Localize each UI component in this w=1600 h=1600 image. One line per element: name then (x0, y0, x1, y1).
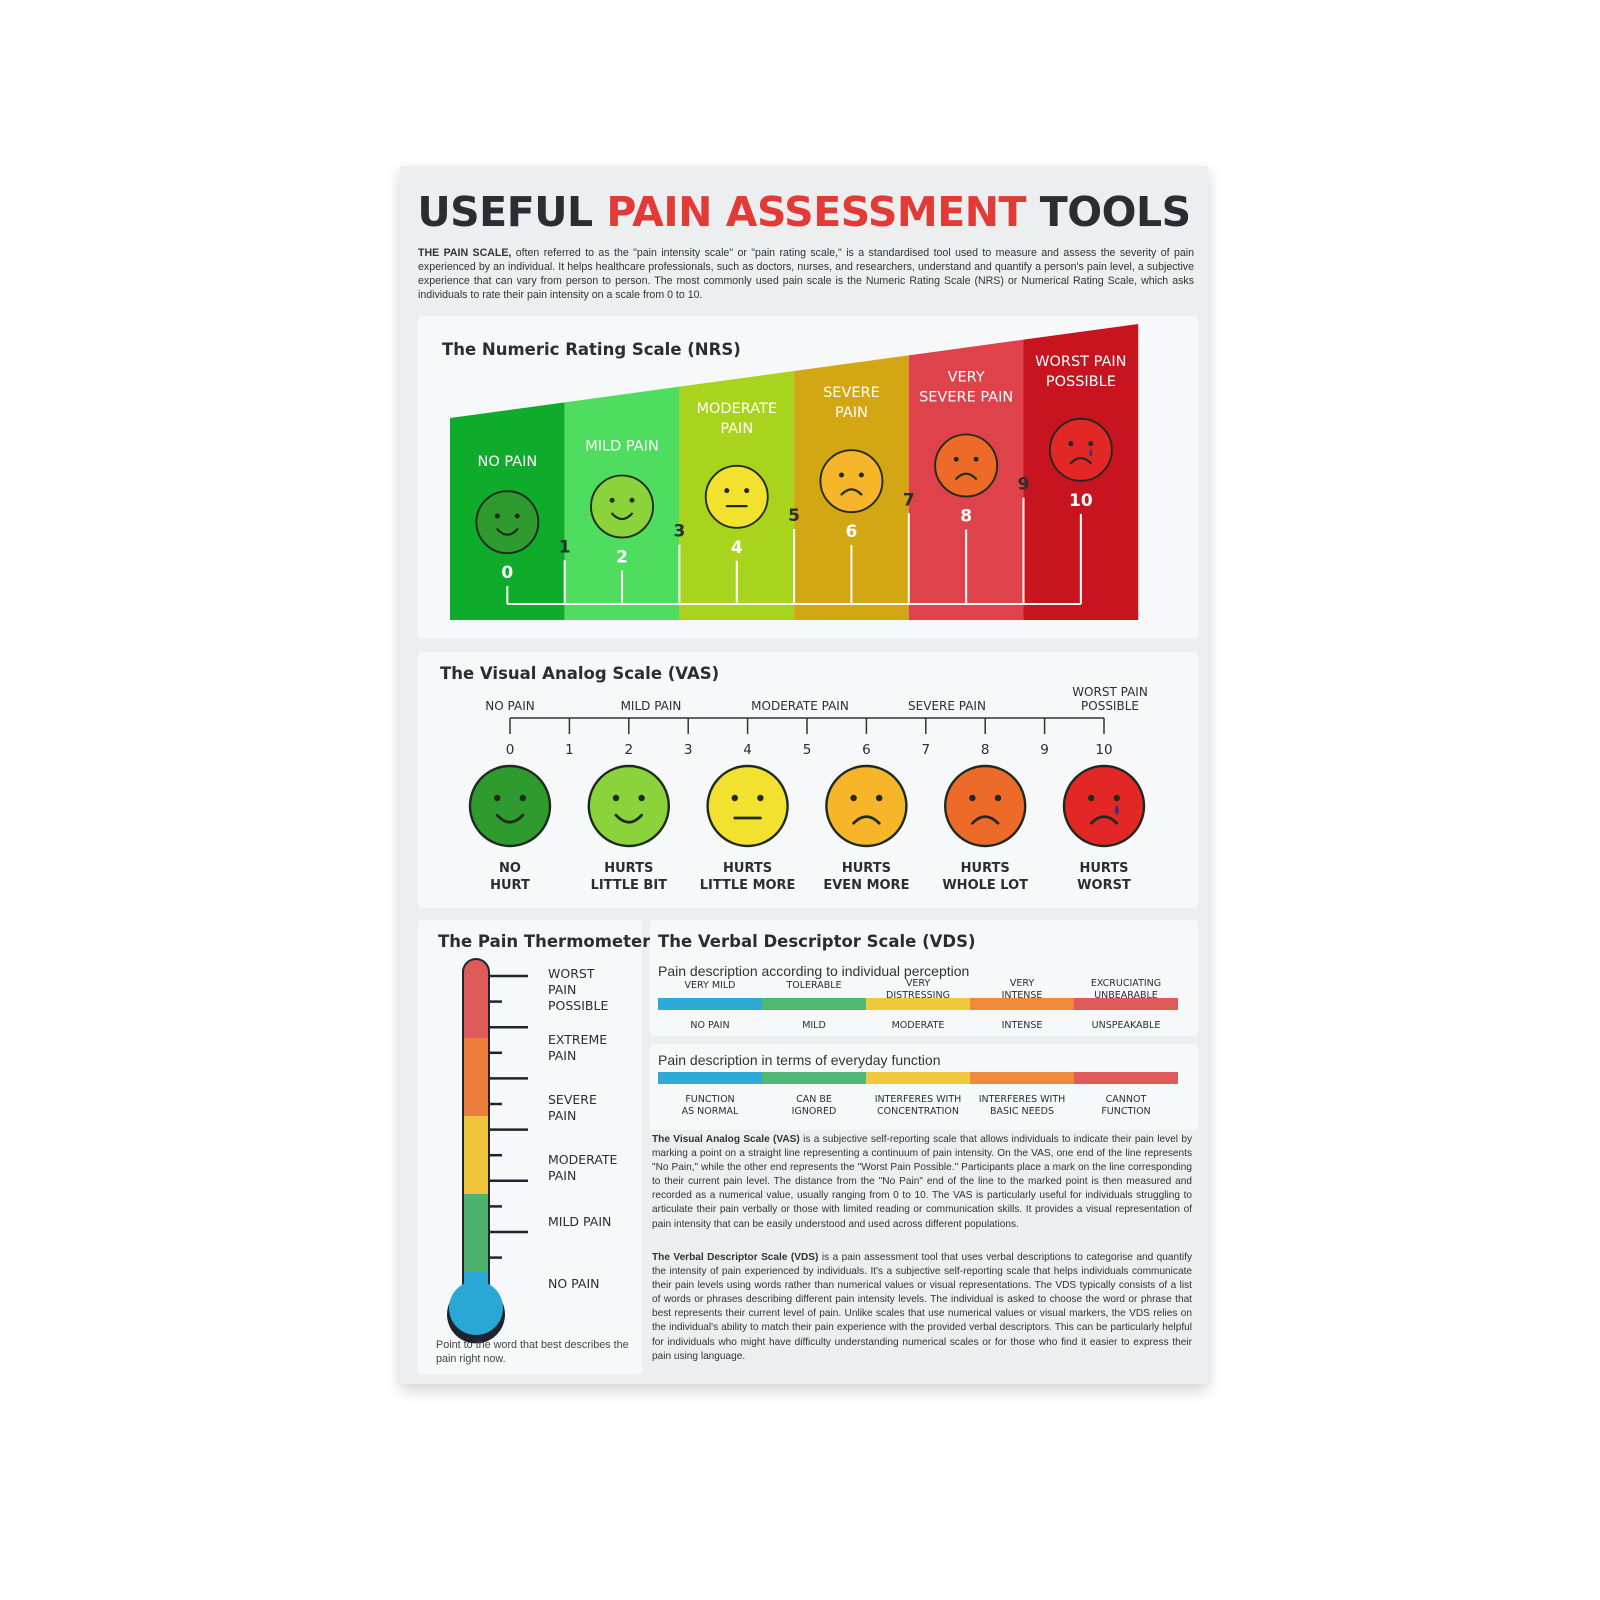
vds-perception-top-0-0: VERY MILD (684, 980, 736, 991)
face-eye-left (732, 795, 738, 801)
vds-bar-segment-2 (866, 1072, 970, 1084)
vas-tick-label-6: 6 (862, 742, 871, 758)
vas-title: The Visual Analog Scale (VAS) (440, 664, 720, 683)
nrs-face-2 (706, 466, 768, 528)
nrs-band-label-line1-5: WORST PAIN (1035, 353, 1127, 370)
thermometer-label-0-1: PAIN (548, 982, 577, 997)
vas-top-label-2: MODERATE PAIN (751, 699, 849, 713)
nrs-number-5: 5 (788, 506, 801, 526)
vds-function-bottom-0-1: AS NORMAL (681, 1106, 739, 1117)
vas-face-1 (589, 766, 669, 846)
intro-text: often referred to as the "pain intensity scale" or "pain rating scale," is a standardised tool used to measure and assess the severity of pain experienced by an individual. It helps healthcare professionals, such as doctors, nurses, and researchers, understand and quantify a person's pain level, a subjective experience that can vary from person to person. The most commonly used pain scale is the Numeric Rating Scale (NRS) or Numerical Rating Scale, which asks individuals to rate their pain intensity on a scale from 0 to 10. (418, 247, 1194, 301)
vds-function-bottom-2-1: CONCENTRATION (877, 1106, 959, 1117)
face-circle (591, 476, 653, 538)
intro-paragraph (418, 246, 1194, 302)
vas-face-label-line2-3: EVEN MORE (823, 878, 910, 893)
face-circle (476, 491, 538, 553)
face-eye-right (629, 498, 634, 503)
vas-face-label-line1-4: HURTS (960, 861, 1010, 876)
nrs-band-label-line1-1: MILD PAIN (585, 438, 659, 455)
vds-function-subtitle: Pain description in terms of everyday function (658, 1052, 941, 1068)
vas-face-0 (470, 766, 550, 846)
face-circle (1050, 419, 1112, 481)
nrs-number-9: 9 (1017, 474, 1030, 495)
vas-tick-label-3: 3 (683, 742, 693, 758)
vds-bar-segment-3 (970, 1072, 1074, 1084)
vas-top-label-4: POSSIBLE (1081, 699, 1139, 713)
vas-face-label-line2-5: WORST (1077, 878, 1131, 893)
intro-lead: THE PAIN SCALE, (418, 247, 512, 259)
nrs-number-6: 6 (845, 522, 858, 543)
nrs-face-1 (591, 476, 653, 538)
vas-tick-label-1: 1 (565, 742, 574, 758)
thermometer-label-1-1: PAIN (548, 1048, 577, 1063)
vds-perception-bottom-0: NO PAIN (690, 1020, 730, 1031)
vds-description (652, 1251, 1192, 1364)
nrs-number-1: 1 (558, 537, 571, 558)
vds-function-bottom-4-1: FUNCTION (1101, 1106, 1151, 1117)
vds-perception-subtitle: Pain description according to individual perception (658, 963, 970, 979)
face-eye-left (494, 795, 500, 801)
face-eye-right (859, 472, 864, 477)
vas-tick-label-7: 7 (921, 742, 931, 758)
thermometer-label-3-0: MODERATE (548, 1152, 618, 1167)
vas-description (652, 1133, 1192, 1232)
thermometer-label-2-1: PAIN (548, 1108, 577, 1123)
thermometer-label-3-1: PAIN (548, 1168, 577, 1183)
vas-top-label-1: MILD PAIN (620, 699, 682, 713)
nrs-band-label-line1-4: VERY (947, 369, 985, 386)
face-eye-left (613, 795, 619, 801)
face-eye-left (954, 457, 959, 462)
vds-bar-segment-1 (762, 1072, 866, 1084)
page-title (400, 188, 1208, 236)
face-eye-left (839, 472, 844, 477)
vds-description-lead: The Verbal Descriptor Scale (VDS) (652, 1252, 819, 1263)
vas-face-4 (945, 766, 1025, 846)
vas-face-label-line2-2: LITTLE MORE (699, 878, 796, 893)
face-eye-left (850, 795, 856, 801)
title-part-1: USEFUL (417, 188, 607, 236)
vds-perception-top-4-0: EXCRUCIATING (1090, 978, 1162, 989)
vas-top-label-line1-4: WORST PAIN (1072, 685, 1148, 699)
vas-face-label-line1-0: NO (499, 861, 521, 876)
vas-tick-label-2: 2 (624, 742, 634, 758)
thermometer-segment-3 (464, 1194, 488, 1273)
face-eye-right (520, 795, 526, 801)
vas-face-label-line1-1: HURTS (604, 861, 654, 876)
face-circle (945, 766, 1025, 846)
vds-function-bottom-3-0: INTERFERES WITH (978, 1094, 1066, 1105)
nrs-number-10: 10 (1069, 490, 1093, 511)
vds-function-bottom-1-1: IGNORED (791, 1106, 837, 1117)
vas-face-label-line2-1: LITTLE BIT (590, 878, 668, 893)
thermometer-segment-2 (464, 1116, 488, 1195)
face-eye-right (995, 795, 1001, 801)
vas-face-label-line1-2: HURTS (723, 861, 773, 876)
face-eye-right (876, 795, 882, 801)
vds-perception-panel (650, 920, 1198, 1036)
vds-perception-top-2-1: DISTRESSING (886, 990, 950, 1001)
nrs-panel (418, 316, 1198, 638)
vds-bar-segment-0 (658, 1072, 762, 1084)
thermometer-label-4-0: MILD PAIN (548, 1214, 612, 1229)
face-eye-left (495, 513, 500, 518)
vds-function-panel (650, 1044, 1198, 1130)
title-highlight: PAIN ASSESSMENT (606, 188, 1027, 236)
nrs-band-label-line1-2: MODERATE (696, 400, 778, 417)
face-circle (470, 766, 550, 846)
thermometer-title: The Pain Thermometer (438, 932, 651, 951)
face-circle (706, 466, 768, 528)
nrs-face-5 (1050, 419, 1112, 481)
nrs-number-8: 8 (960, 506, 973, 527)
vas-face-label-line2-0: HURT (490, 878, 530, 893)
vds-description-text: is a pain assessment tool that uses verbal descriptions to categorise and quantify the intensity of pain experienced by individuals. It's a subjective self-reporting scale that helps individuals communicate their pain levels using words rather than numerical values or visual representations. The VDS typically consists of a list of words or phrases describing different pain intensity levels. The individual is asked to choose the word or phrase that best represents their current level of pain. Unlike scales that use numerical values or visual markers, the VDS relies on the individual's ability to match their pain experience with the provided verbal descriptors. This can be particularly helpful for individuals who might have difficulty understanding numerical scales or for those who find it easier to express their pain using language. (652, 1252, 1192, 1362)
thermometer-segment-1 (464, 1038, 488, 1117)
vds-function-bottom-0-0: FUNCTION (685, 1094, 735, 1105)
thermometer-segment-0 (464, 960, 488, 1038)
face-circle (826, 766, 906, 846)
nrs-number-2: 2 (616, 547, 628, 568)
face-eye-left (1068, 441, 1073, 446)
vds-perception-bottom-1: MILD (802, 1020, 826, 1031)
vds-function-bottom-3-1: BASIC NEEDS (990, 1106, 1054, 1117)
vas-face-3 (826, 766, 906, 846)
vds-function-bar (650, 1044, 1198, 1130)
nrs-band-label-line2-5: POSSIBLE (1045, 373, 1116, 390)
vds-perception-bar (650, 920, 1198, 1036)
nrs-number-3: 3 (673, 521, 686, 542)
face-eye-left (724, 488, 729, 493)
face-eye-right (1114, 795, 1120, 801)
title-part-3: TOOLS (1026, 188, 1191, 236)
thermometer-label-1-0: EXTREME (548, 1032, 608, 1047)
vds-function-bottom-1-0: CAN BE (796, 1094, 832, 1105)
vas-tick-label-0: 0 (505, 742, 515, 758)
face-eye-right (974, 457, 979, 462)
vas-top-label-0: NO PAIN (485, 699, 535, 713)
nrs-number-4: 4 (730, 537, 743, 558)
face-eye-right (638, 795, 644, 801)
face-circle (820, 450, 882, 512)
thermometer-label-2-0: SEVERE (548, 1092, 597, 1107)
vds-perception-top-1-0: TOLERABLE (786, 980, 842, 991)
face-eye-right (515, 513, 520, 518)
vds-function-bottom-4-0: CANNOT (1105, 1094, 1147, 1105)
face-eye-left (969, 795, 975, 801)
thermometer-label-5-0: NO PAIN (548, 1276, 600, 1291)
face-eye-right (757, 795, 763, 801)
vas-tick-label-5: 5 (802, 742, 812, 758)
vas-face-label-line2-4: WHOLE LOT (942, 878, 1029, 893)
thermometer-label-0-2: POSSIBLE (548, 998, 609, 1013)
thermometer-panel (418, 920, 651, 1374)
vds-perception-top-3-1: INTENSE (1001, 990, 1043, 1001)
vas-face-label-line1-5: HURTS (1079, 861, 1129, 876)
vds-perception-top-3-0: VERY (1009, 978, 1035, 989)
vas-face-label-line1-3: HURTS (841, 861, 891, 876)
nrs-band-label-line1-0: NO PAIN (477, 454, 538, 471)
face-eye-right (1088, 441, 1093, 446)
vds-function-bottom-2-0: INTERFERES WITH (874, 1094, 962, 1105)
face-circle (1064, 766, 1144, 846)
face-eye-right (744, 488, 749, 493)
vas-tick-label-9: 9 (1040, 742, 1049, 758)
vas-tick-label-8: 8 (980, 742, 990, 758)
vds-perception-top-4-1: UNBEARABLE (1094, 990, 1158, 1001)
face-eye-left (1088, 795, 1094, 801)
thermometer-graphic (418, 920, 642, 1374)
thermometer-caption: Point to the word that best describes the pain right now. (436, 1339, 629, 1365)
face-circle (708, 766, 788, 846)
nrs-face-3 (820, 450, 882, 512)
thermometer-bulb (449, 1281, 503, 1335)
vas-face-2 (708, 766, 788, 846)
thermometer-label-0-0: WORST (548, 966, 595, 981)
nrs-number-7: 7 (902, 490, 915, 511)
vas-description-text: is a subjective self-reporting scale that allows individuals to indicate their pain level by marking a point on a straight line representing a continuum of pain intensity. On the VAS, one end of the line represents "No Pain," while the other end represents the "Worst Pain Possible." Participants place a mark on the line corresponding to their current pain level. The distance from the "No Pain" end of the line to the marked point is then measured and recorded as a numerical value, usually ranging from 0 to 10. The VAS is particularly useful for individuals struggling to articulate their pain verbally or those with limited reading or communication skills. It provides a visual representation of pain intensity that can be easily understood and used across different populations. (652, 1134, 1192, 1230)
vds-perception-bottom-4: UNSPEAKABLE (1091, 1020, 1161, 1031)
nrs-face-0 (476, 491, 538, 553)
nrs-title: The Numeric Rating Scale (NRS) (442, 340, 741, 359)
face-circle (589, 766, 669, 846)
face-eye-left (610, 498, 615, 503)
nrs-number-0: 0 (501, 563, 514, 584)
face-circle (935, 435, 997, 497)
nrs-band-label-line2-3: PAIN (835, 405, 868, 422)
vds-perception-top-2-0: VERY (905, 978, 931, 989)
vas-face-5 (1064, 766, 1144, 846)
vds-bar-segment-0 (658, 998, 762, 1010)
nrs-face-4 (935, 435, 997, 497)
vds-title: The Verbal Descriptor Scale (VDS) (658, 932, 976, 951)
vas-tick-label-10: 10 (1095, 742, 1113, 758)
vas-tick-label-4: 4 (743, 742, 752, 758)
nrs-chart (418, 316, 1198, 638)
vas-description-lead: The Visual Analog Scale (VAS) (652, 1134, 800, 1145)
nrs-band-label-line2-2: PAIN (720, 420, 754, 437)
vds-perception-bottom-3: INTENSE (1001, 1020, 1043, 1031)
vds-perception-bottom-2: MODERATE (891, 1020, 945, 1031)
poster (400, 166, 1208, 1384)
vas-panel (418, 652, 1198, 908)
vds-bar-segment-4 (1074, 1072, 1178, 1084)
vds-bar-segment-1 (762, 998, 866, 1010)
vas-top-label-3: SEVERE PAIN (908, 699, 986, 713)
nrs-band-label-line1-3: SEVERE (823, 385, 880, 402)
nrs-band-label-line2-4: SEVERE PAIN (919, 389, 1014, 406)
vas-chart (418, 652, 1198, 908)
